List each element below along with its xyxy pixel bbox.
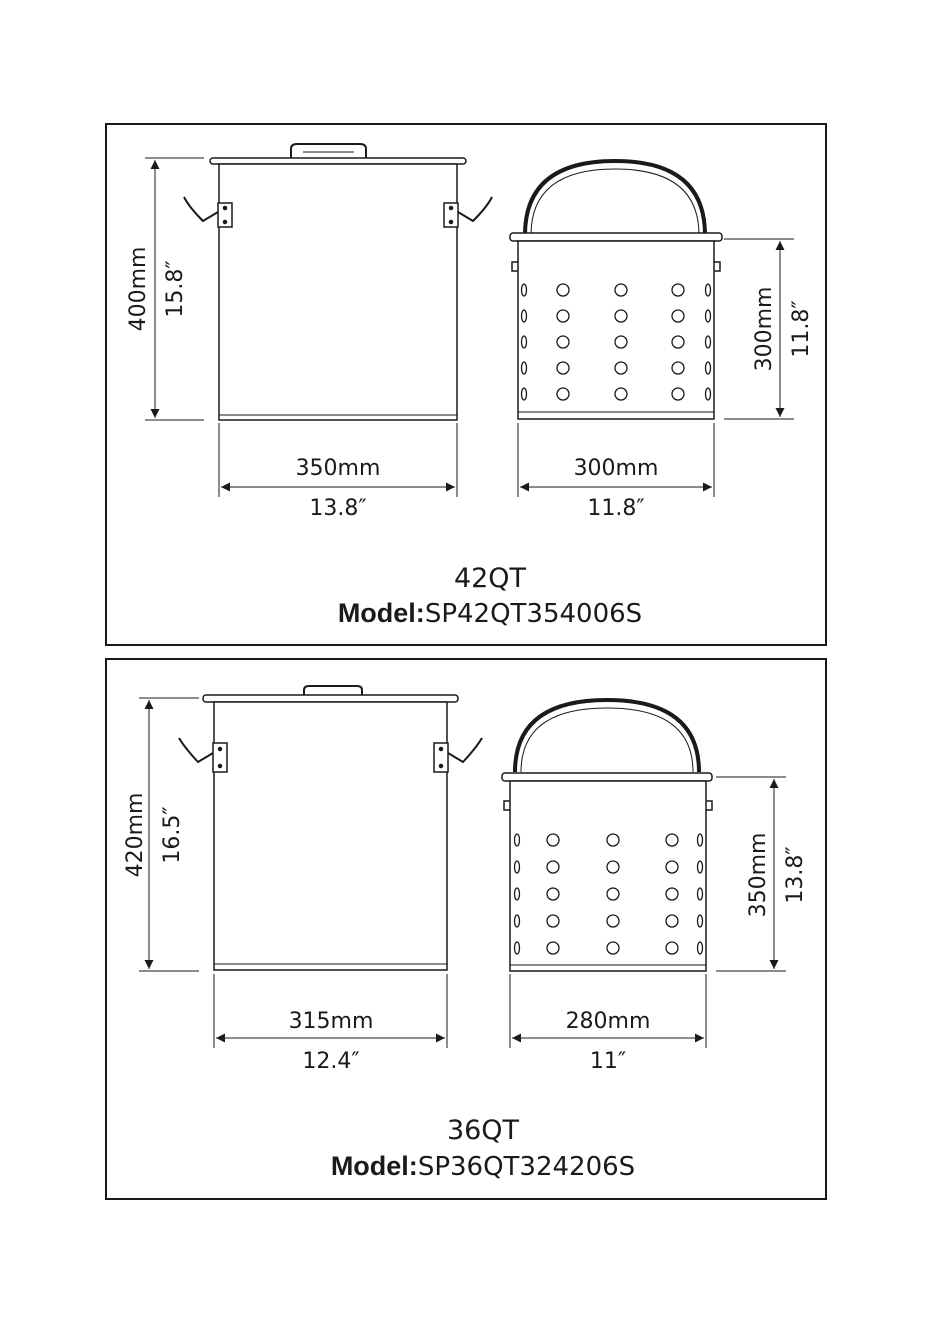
- model-number: SP36QT324206S: [417, 1152, 636, 1182]
- basket-height-in: 11.8″: [789, 300, 814, 358]
- pot-lid: [203, 695, 458, 702]
- pot-width-in: 12.4″: [302, 1049, 360, 1074]
- diagram-42qt: [107, 125, 829, 648]
- basket-width-mm: 280mm: [565, 1009, 651, 1034]
- basket-width-in: 11.8″: [587, 496, 645, 521]
- basket-height-mm: 300mm: [752, 286, 777, 372]
- stock-pot-drawing: [184, 144, 492, 420]
- product-panel-36qt: [105, 658, 827, 1200]
- right-handle: [448, 738, 482, 762]
- basket-body: [518, 241, 714, 419]
- model-number: SP42QT354006S: [424, 599, 643, 629]
- basket-bail-handle: [515, 700, 699, 772]
- left-handle: [184, 197, 218, 221]
- left-handle: [179, 738, 213, 762]
- pot-height-in: 16.5″: [160, 806, 185, 864]
- lid-handle: [304, 686, 362, 695]
- pot-height-mm: 420mm: [123, 792, 148, 878]
- model-label: Model:: [337, 598, 425, 628]
- pot-width-mm: 315mm: [288, 1009, 374, 1034]
- model-label: Model:: [330, 1151, 418, 1181]
- basket-rim: [502, 773, 712, 781]
- basket-rim: [510, 233, 722, 241]
- lid-handle: [291, 144, 366, 158]
- product-panel-42qt: [105, 123, 827, 646]
- pot-body: [219, 164, 457, 420]
- basket-height-in: 13.8″: [783, 846, 808, 904]
- basket-bail-handle: [525, 161, 705, 235]
- pot-lid: [210, 158, 466, 164]
- pot-height-mm: 400mm: [126, 246, 151, 332]
- pot-body: [214, 702, 447, 970]
- capacity-label: 36QT: [446, 1115, 520, 1146]
- pot-width-in: 13.8″: [309, 496, 367, 521]
- strainer-basket-drawing: [510, 161, 722, 419]
- basket-height-mm: 350mm: [746, 832, 771, 918]
- capacity-label: 42QT: [453, 563, 527, 594]
- strainer-basket-drawing: [502, 700, 712, 971]
- basket-width-in: 11″: [589, 1049, 627, 1074]
- basket-width-mm: 300mm: [573, 456, 659, 481]
- pot-height-in: 15.8″: [163, 260, 188, 318]
- pot-width-mm: 350mm: [295, 456, 381, 481]
- model-line: [331, 1151, 635, 1182]
- stock-pot-drawing: [179, 686, 482, 970]
- basket-body: [510, 781, 706, 971]
- diagram-36qt: [107, 660, 829, 1202]
- right-handle: [458, 197, 492, 221]
- model-line: [338, 598, 642, 629]
